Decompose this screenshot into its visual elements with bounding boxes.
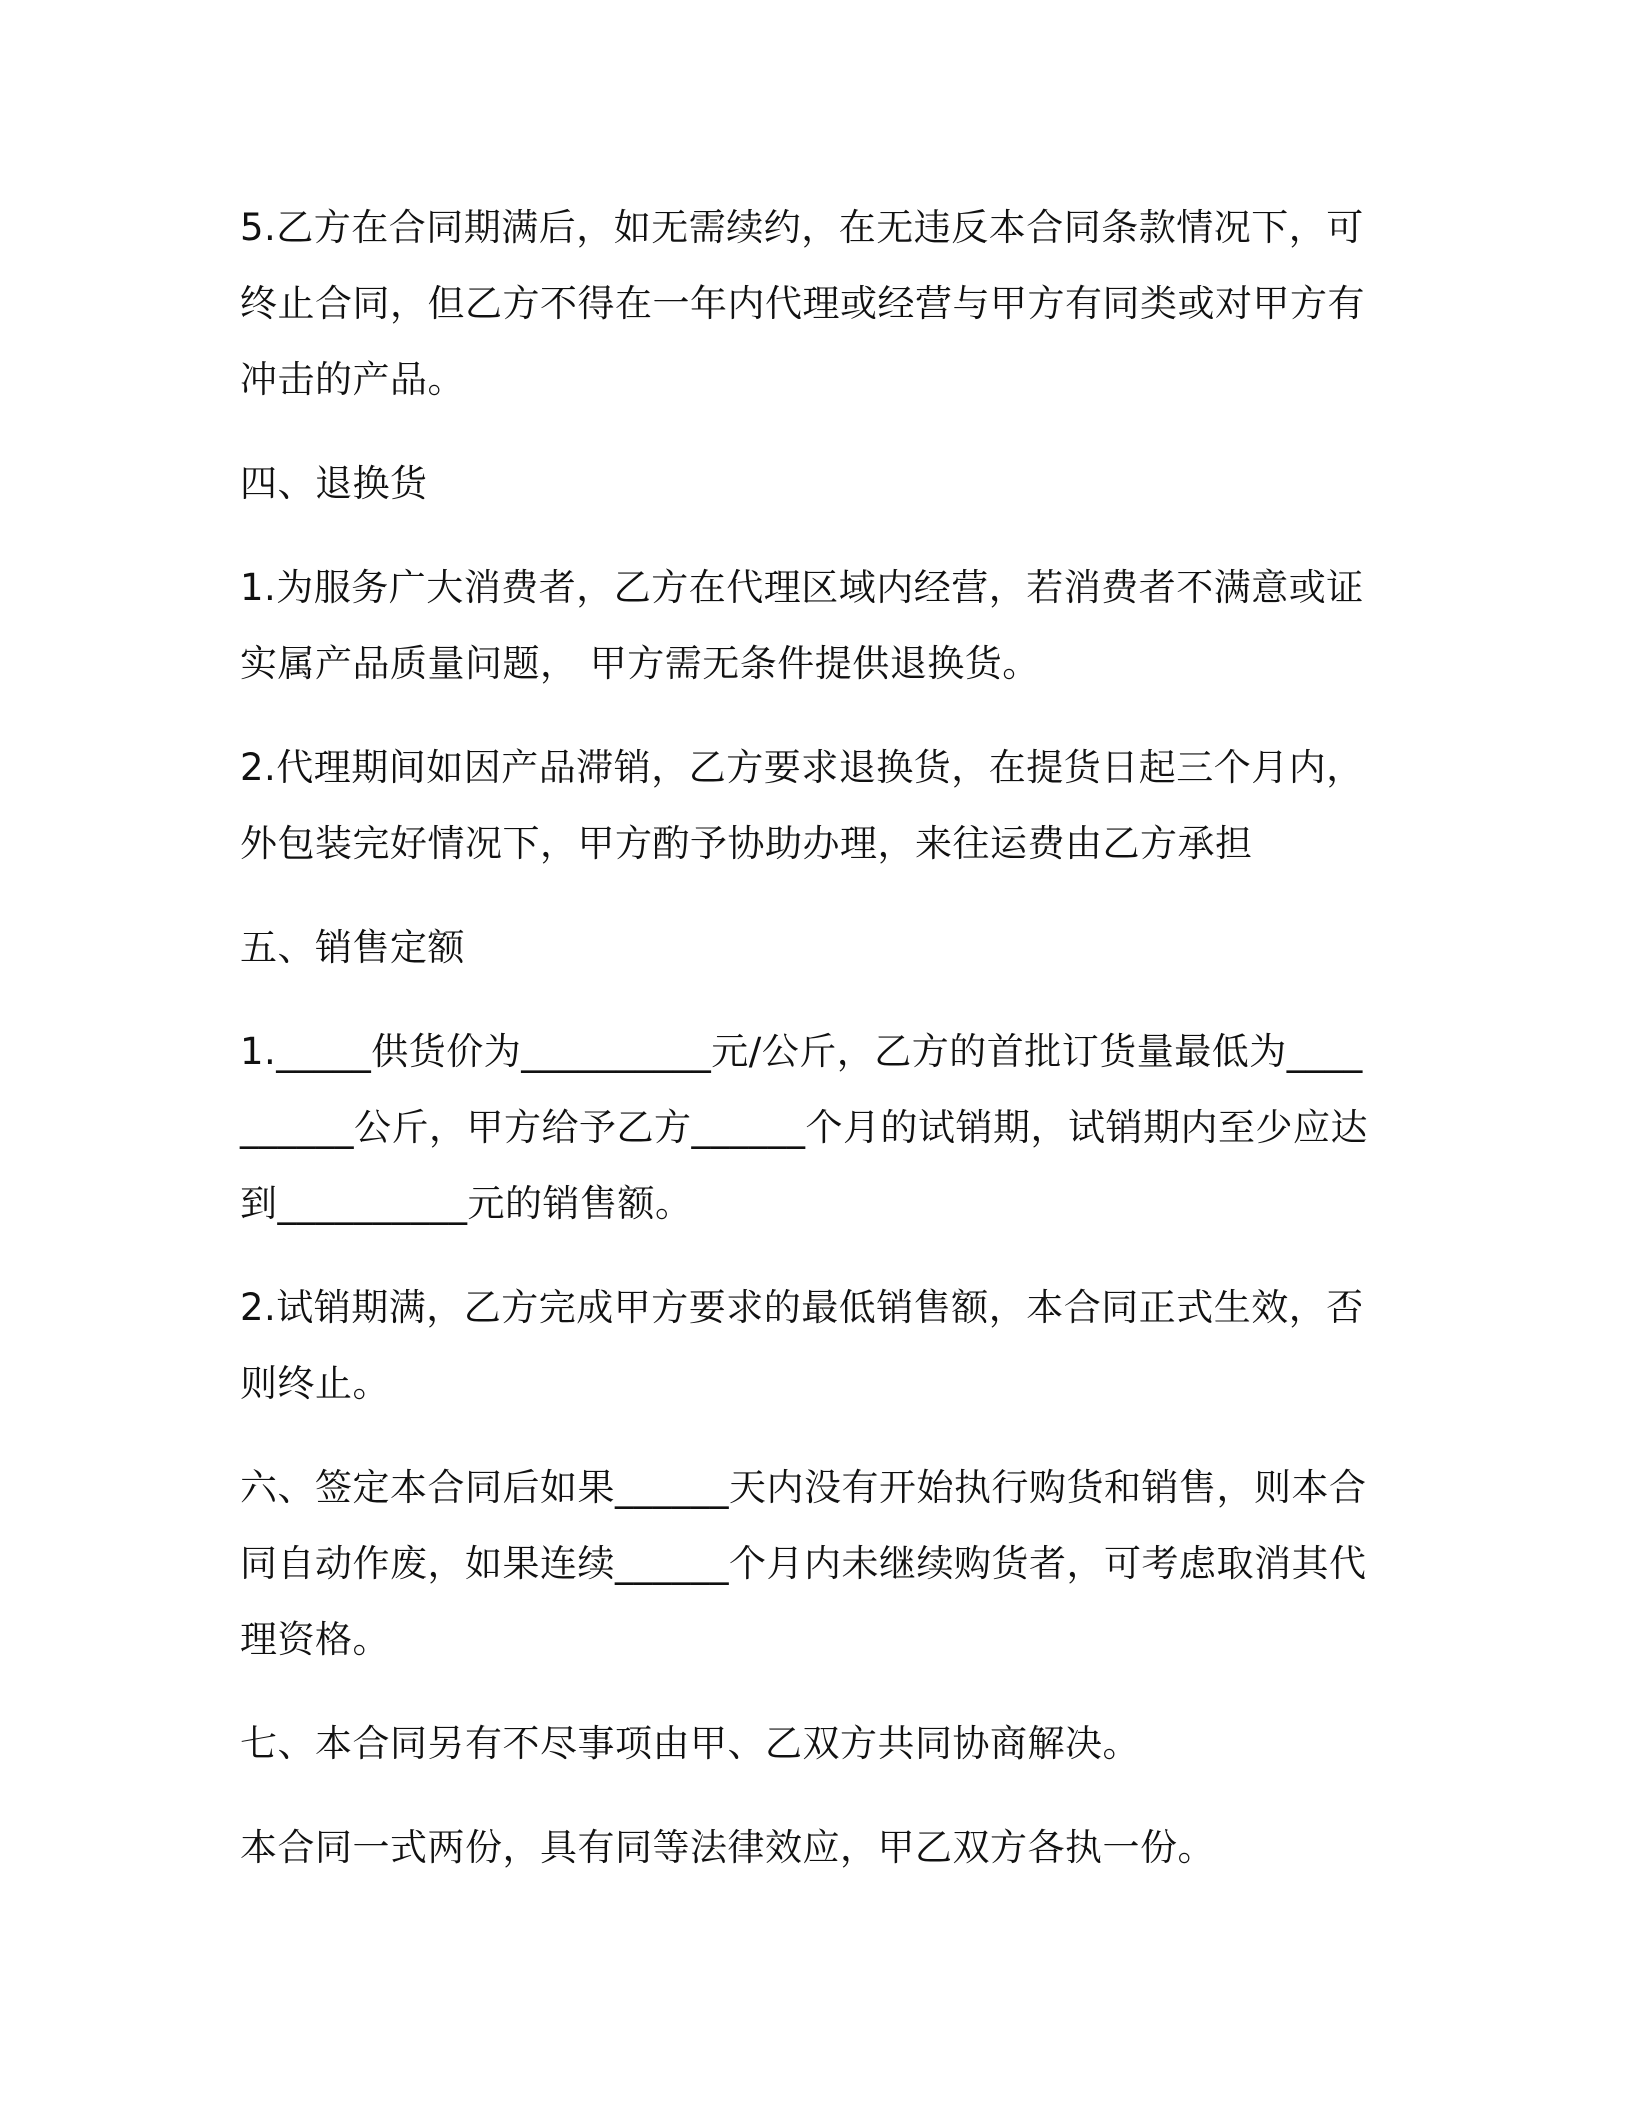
- section-heading-4: 四、退换货: [240, 462, 428, 505]
- document-body: [240, 190, 1380, 1914]
- section-7: 七、本合同另有不尽事项由甲、乙双方共同协商解决。: [240, 1722, 1140, 1765]
- clause-5-1: 1._____供货价为__________元/公斤，乙方的首批订货量最低为__________公斤，甲方给予乙方______个月的试销期，试销期内至少应达到__________元的销售额。: [240, 1030, 1368, 1225]
- closing-statement: 本合同一式两份，具有同等法律效应，甲乙双方各执一份。: [240, 1826, 1215, 1869]
- clause-4-2: 2.代理期间如因产品滞销，乙方要求退换货，在提货日起三个月内，外包装完好情况下，甲方酌予协助办理，来往运费由乙方承担: [240, 746, 1364, 865]
- section-6: 六、签定本合同后如果______天内没有开始执行购货和销售，则本合同自动作废，如果连续______个月内未继续购货者，可考虑取消其代理资格。: [240, 1466, 1367, 1661]
- clause-4-1: 1.为服务广大消费者，乙方在代理区域内经营，若消费者不满意或证实属产品质量问题， 甲方需无条件提供退换货。: [240, 566, 1364, 685]
- section-heading-5: 五、销售定额: [240, 926, 465, 969]
- clause-3-5: 5.乙方在合同期满后，如无需续约，在无违反本合同条款情况下，可终止合同，但乙方不得在一年内代理或经营与甲方有同类或对甲方有冲击的产品。: [240, 206, 1365, 401]
- clause-5-2: 2.试销期满，乙方完成甲方要求的最低销售额，本合同正式生效，否则终止。: [240, 1286, 1364, 1405]
